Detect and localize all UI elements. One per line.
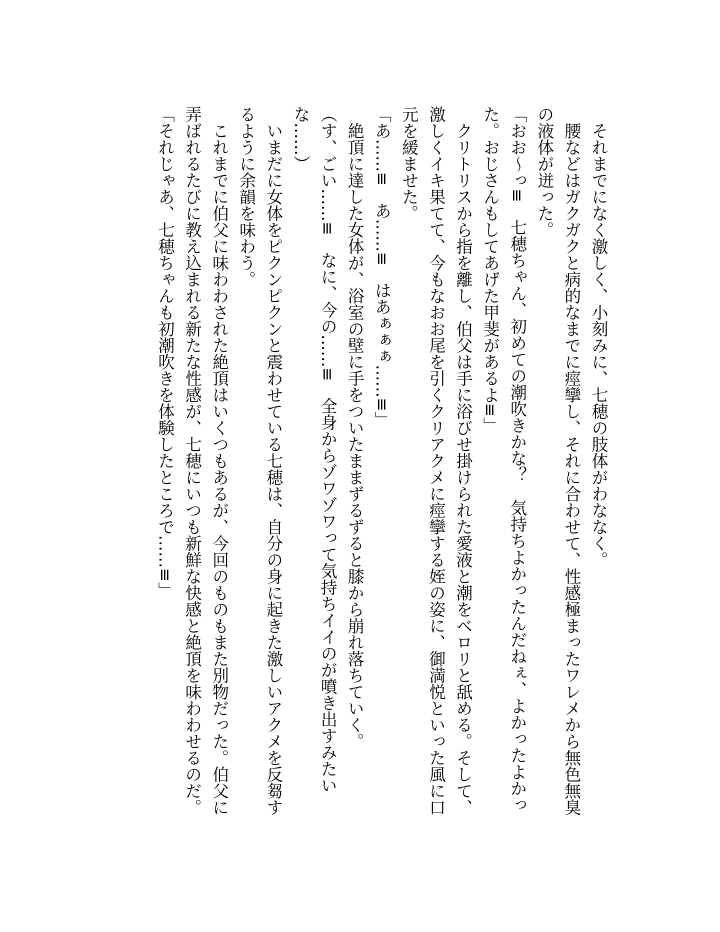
paragraph: 「あ……≡ あ……≡ はあぁぁぁ……≡」 [372,106,392,428]
paragraph: 「それじゃあ、七穂ちゃんも初潮吹きを体験したところで……≡」 [155,106,175,599]
paragraph: これまでに伯父に味わわされた絶頂はいくつもあるが、今回のものもまた別物だった。伯父に弄ばれるたびに教え込まれる新たな性感が、七穂にいつも新鮮な快感と絶頂を味わわせるのだ。 [182,106,229,816]
paragraph: いまだに女体をピクンピクンと震わせている七穂は、自分の身に起きた激しいアクメを反芻するように余韻を味わう。 [236,106,283,816]
paragraph: 絶頂に達した女体が、浴室の壁に手をついたままずるずると膝から崩れ落ちていく。 [345,106,365,750]
vertical-text-body [151,106,612,826]
paragraph: 腰などはガクガクと病的なまでに痙攣し、それに合わせて、性感極まったワレメから無色無臭の液体が迸った。 [534,106,581,816]
paragraph: （す、ごい……≡ なに、今の……≡ 全身からゾワゾワって気持ちイイのが噴き出すみたいな……） [290,106,338,794]
paragraph: クリトリスから指を離し、伯父は手に浴びせ掛けられた愛液と潮をベロリと舐める。そして、激しくイキ果てて、今もなおお尾を引くクリアクメに痙攣する姪の姿に、御満悦といった風に口元を緩ませた。 [399,106,473,816]
paragraph: 「おお～っ≡ 七穂ちゃん、初めての潮吹きかな？ 気持ちよかったんだねぇ、よかったよかった。おじさんもしてあげた甲斐があるよ≡」 [480,106,527,813]
paragraph: それまでになく激しく、小刻みに、七穂の肢体がわななく。 [589,106,608,568]
